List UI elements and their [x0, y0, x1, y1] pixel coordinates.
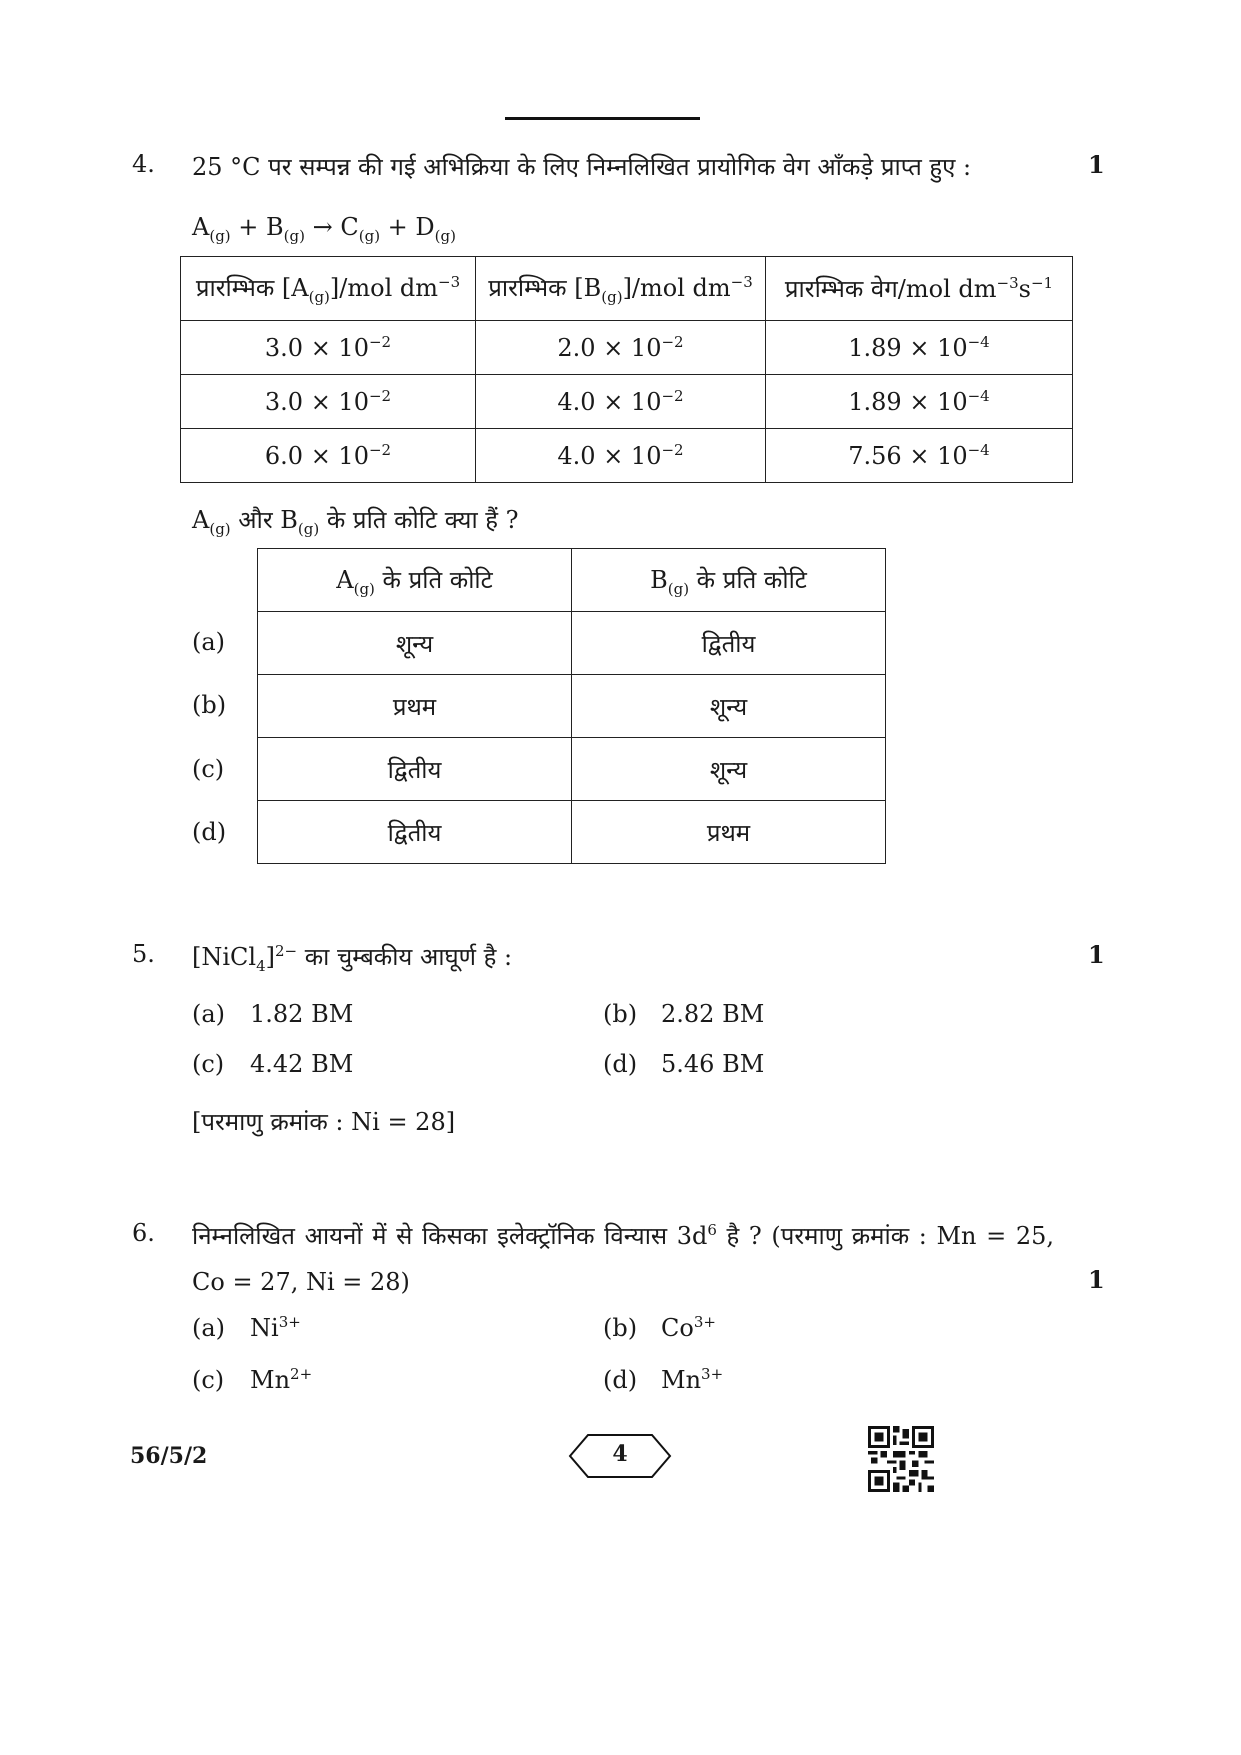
q5-note: [परमाणु क्रमांक : Ni = 28] [192, 1108, 456, 1136]
order-header-b: $B_{(g)}$ के प्रति कोटि [572, 549, 886, 612]
table-row [181, 321, 1073, 375]
table-cell: $3.0 \times 10^{-2}$ [181, 375, 476, 429]
qr-code-icon [868, 1426, 934, 1492]
q5-text: [NiCl$_4$]$^{2-}$ का चुम्बकीय आघूर्ण है : [192, 942, 513, 975]
table-cell: द्वितीय [258, 738, 572, 801]
table-row [181, 429, 1073, 483]
option-label-d: (d) [192, 818, 227, 846]
q6-option-a[interactable]: (a) $Ni^{3+}$ [192, 1313, 301, 1342]
table-cell: $1.89 \times 10^{-4}$ [766, 375, 1073, 429]
table-cell: $4.0 \times 10^{-2}$ [476, 375, 766, 429]
q6-number: 6. [132, 1219, 155, 1247]
table-cell: $3.0 \times 10^{-2}$ [181, 321, 476, 375]
option-row-c[interactable] [258, 738, 886, 801]
table-cell: शून्य [572, 738, 886, 801]
table-cell: शून्य [572, 675, 886, 738]
option-label-a: (a) [192, 628, 226, 656]
table-cell: शून्य [258, 612, 572, 675]
table-cell: $7.56 \times 10^{-4}$ [766, 429, 1073, 483]
table-cell: $6.0 \times 10^{-2}$ [181, 429, 476, 483]
q6-option-d[interactable]: (d) $Mn^{3+}$ [603, 1365, 724, 1394]
q5-marks: 1 [1088, 940, 1105, 969]
table-cell: प्रथम [572, 801, 886, 864]
q4-marks: 1 [1088, 150, 1105, 179]
order-table-header-row [258, 549, 886, 612]
order-header-a: $A_{(g)}$ के प्रति कोटि [258, 549, 572, 612]
option-row-b[interactable] [258, 675, 886, 738]
rate-header-b: प्रारम्भिक $[B_{(g)}]$/mol $dm^{-3}$ [476, 257, 766, 321]
q5-option-b[interactable]: (b) 2.82 BM [603, 1000, 765, 1028]
table-cell: द्वितीय [258, 801, 572, 864]
q4-number: 4. [132, 150, 155, 178]
table-cell: प्रथम [258, 675, 572, 738]
option-label-b: (b) [192, 691, 227, 719]
option-row-d[interactable] [258, 801, 886, 864]
q6-option-b[interactable]: (b) $Co^{3+}$ [603, 1313, 716, 1342]
paper-code: 56/5/2 [130, 1443, 208, 1469]
table-cell: $2.0 \times 10^{-2}$ [476, 321, 766, 375]
order-options-table [257, 548, 886, 864]
q5-option-c[interactable]: (c) 4.42 BM [192, 1050, 354, 1078]
option-label-c: (c) [192, 755, 225, 783]
q6-text: निम्नलिखित आयनों में से किसका इलेक्ट्रॉनिक विन्यास $3d^6$ है ? (परमाणु क्रमांक : Mn = 25, Co = 27, Ni = 28) [192, 1221, 1054, 1296]
rate-table-header-row [181, 257, 1073, 321]
q6-marks: 1 [1088, 1265, 1105, 1294]
q4-text: 25 °C पर सम्पन्न की गई अभिक्रिया के लिए निम्नलिखित प्रायोगिक वेग आँकड़े प्राप्त हुए : [192, 153, 972, 181]
table-cell: $1.89 \times 10^{-4}$ [766, 321, 1073, 375]
q6-option-c[interactable]: (c) $Mn^{2+}$ [192, 1365, 313, 1394]
rate-header-a: प्रारम्भिक $[A_{(g)}]$/mol $dm^{-3}$ [181, 257, 476, 321]
table-cell: द्वितीय [572, 612, 886, 675]
rate-header-rate: प्रारम्भिक वेग/mol $dm^{-3}s^{-1}$ [766, 257, 1073, 321]
q5-option-a[interactable]: (a) 1.82 BM [192, 1000, 354, 1028]
table-row [181, 375, 1073, 429]
page-number: 4 [612, 1441, 628, 1467]
top-rule [505, 117, 700, 120]
q4-reaction: $A_{(g)} + B_{(g)} \to C_{(g)} + D_{(g)}$ [192, 213, 456, 245]
rate-data-table [180, 256, 1073, 483]
table-cell: $4.0 \times 10^{-2}$ [476, 429, 766, 483]
q5-option-d[interactable]: (d) 5.46 BM [603, 1050, 765, 1078]
q4-question: $A_{(g)}$ और $B_{(g)}$ के प्रति कोटि क्या हैं ? [192, 506, 519, 538]
q5-number: 5. [132, 940, 155, 968]
option-row-a[interactable] [258, 612, 886, 675]
